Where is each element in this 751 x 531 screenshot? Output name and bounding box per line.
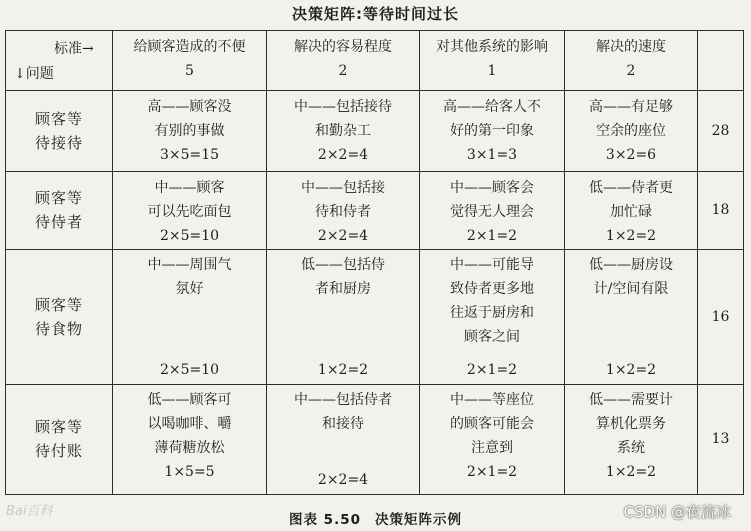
caption-number: 图表 5.50 — [288, 512, 361, 528]
cell-line: 觉得无人理会 — [450, 203, 534, 220]
criterion-name: 给顾客造成的不便 — [133, 39, 246, 55]
cell-line: 中——顾客会 — [450, 179, 534, 196]
score-cell — [113, 249, 267, 384]
score-cell — [113, 91, 267, 171]
score-cell — [565, 384, 698, 495]
cell-line: 致侍者更多地 — [450, 280, 534, 297]
problem-line: 顾客等 — [34, 189, 83, 208]
cell-line: 中——周围气 — [147, 256, 232, 273]
cell-line: 中——顾客 — [154, 179, 225, 196]
problem-cell — [6, 384, 113, 495]
score-calc: 1×2=2 — [605, 361, 657, 378]
score-calc: 2×2=4 — [317, 147, 369, 164]
score-calc: 3×1=3 — [466, 147, 518, 164]
score-calc: 2×5=10 — [159, 227, 220, 244]
problem-line: 顾客等 — [34, 295, 83, 314]
score-cell — [420, 384, 565, 495]
caption-text: 决策矩阵示例 — [375, 512, 462, 528]
criterion-header — [113, 31, 267, 91]
problem-line: 顾客等 — [34, 109, 83, 128]
cell-line: 注意到 — [471, 439, 513, 456]
cell-line: 顾客之间 — [464, 328, 520, 345]
score-calc: 2×1=2 — [466, 227, 518, 244]
score-cell — [565, 171, 698, 249]
table-row — [6, 171, 744, 249]
cell-line: 空余的座位 — [596, 123, 666, 140]
cell-line: 者和厨房 — [315, 280, 371, 297]
table-row — [6, 384, 744, 495]
score-cell — [420, 91, 565, 171]
total-score: 28 — [698, 91, 744, 171]
problem-cell — [6, 249, 113, 384]
score-cell — [267, 171, 420, 249]
problem-axis-label: ↓问题 — [14, 66, 54, 82]
problem-line: 待侍者 — [34, 213, 83, 232]
criterion-name: 解决的速度 — [596, 39, 666, 55]
score-calc: 2×2=4 — [317, 227, 369, 244]
cell-line: 低——厨房设 — [589, 256, 673, 273]
cell-line: 中——可能导 — [450, 256, 534, 273]
cell-line: 以喝咖啡、嚼 — [147, 415, 232, 432]
score-calc: 1×2=2 — [605, 463, 657, 480]
total-score: 18 — [698, 171, 744, 249]
cell-line: 的顾客可能会 — [450, 415, 534, 432]
score-cell — [113, 171, 267, 249]
score-calc: 2×2=4 — [317, 472, 369, 488]
score-calc: 3×2=6 — [605, 147, 657, 164]
table-row — [6, 249, 744, 384]
cell-line: 待和侍者 — [315, 203, 371, 220]
cell-line: 低——侍者更 — [589, 179, 673, 196]
score-cell — [420, 171, 565, 249]
score-calc: 2×1=2 — [466, 463, 518, 480]
csdn-watermark: CSDN @夜流冰 — [623, 503, 731, 521]
score-cell — [420, 249, 565, 384]
cell-line: 高——顾客没 — [147, 99, 232, 116]
criterion-weight: 5 — [185, 63, 194, 79]
corner-cell — [6, 31, 113, 91]
cell-line: 往返于厨房和 — [450, 304, 534, 321]
score-calc: 2×5=10 — [159, 361, 220, 378]
score-cell — [113, 384, 267, 495]
header-row — [6, 31, 744, 91]
cell-line: 和接待 — [322, 415, 364, 432]
score-cell — [267, 91, 420, 171]
cell-line: 高——有足够 — [589, 99, 673, 116]
score-cell — [267, 384, 420, 495]
problem-cell — [6, 91, 113, 171]
score-cell — [565, 249, 698, 384]
cell-line: 可以先吃面包 — [147, 203, 232, 220]
criteria-axis-label: 标准→ — [54, 41, 94, 57]
score-calc: 2×1=2 — [466, 361, 518, 378]
criterion-header — [267, 31, 420, 91]
cell-line: 好的第一印象 — [450, 123, 534, 140]
decision-matrix-table — [5, 30, 744, 495]
problem-line: 待接待 — [34, 133, 83, 152]
cell-line: 低——需要计 — [589, 391, 673, 408]
score-calc: 3×5=15 — [159, 147, 220, 164]
cell-line: 算机化票务 — [596, 415, 666, 432]
criterion-header — [565, 31, 698, 91]
cell-line: 加忙碌 — [610, 203, 652, 220]
problem-line: 顾客等 — [34, 418, 83, 437]
score-cell — [565, 91, 698, 171]
problem-line: 待食物 — [34, 319, 83, 338]
cell-line: 中——包括侍者 — [294, 391, 392, 408]
cell-line: 氛好 — [175, 280, 204, 297]
score-calc: 1×2=2 — [605, 227, 657, 244]
baike-watermark: Bai百科 — [6, 504, 53, 519]
total-score: 13 — [698, 384, 744, 495]
page-title: 决策矩阵:等待时间过长 — [292, 5, 459, 23]
criterion-name: 对其他系统的影响 — [436, 39, 548, 55]
score-calc: 1×2=2 — [317, 361, 369, 378]
problem-cell — [6, 171, 113, 249]
cell-line: 低——包括侍 — [301, 256, 385, 273]
table-row — [6, 91, 744, 171]
score-calc: 1×5=5 — [164, 463, 215, 480]
cell-line: 高——给客人不 — [443, 99, 541, 116]
cell-line: 有别的事做 — [154, 123, 225, 140]
problem-line: 待付账 — [34, 442, 83, 461]
cell-line: 中——等座位 — [450, 391, 534, 408]
cell-line: 和勤杂工 — [315, 123, 371, 140]
cell-line: 系统 — [617, 439, 645, 456]
cell-line: 中——包括接待 — [294, 99, 392, 116]
cell-line: 薄荷糖放松 — [154, 439, 225, 456]
cell-line: 低——顾客可 — [147, 391, 232, 408]
criterion-header — [420, 31, 565, 91]
criterion-weight: 2 — [338, 63, 348, 79]
criterion-name: 解决的容易程度 — [294, 39, 392, 55]
cell-line: 中——包括接 — [301, 179, 385, 196]
score-cell — [267, 249, 420, 384]
criterion-weight: 2 — [626, 63, 636, 79]
cell-line: 计/空间有限 — [593, 280, 669, 297]
total-header — [698, 31, 744, 91]
total-score: 16 — [698, 249, 744, 384]
criterion-weight: 1 — [487, 63, 497, 79]
